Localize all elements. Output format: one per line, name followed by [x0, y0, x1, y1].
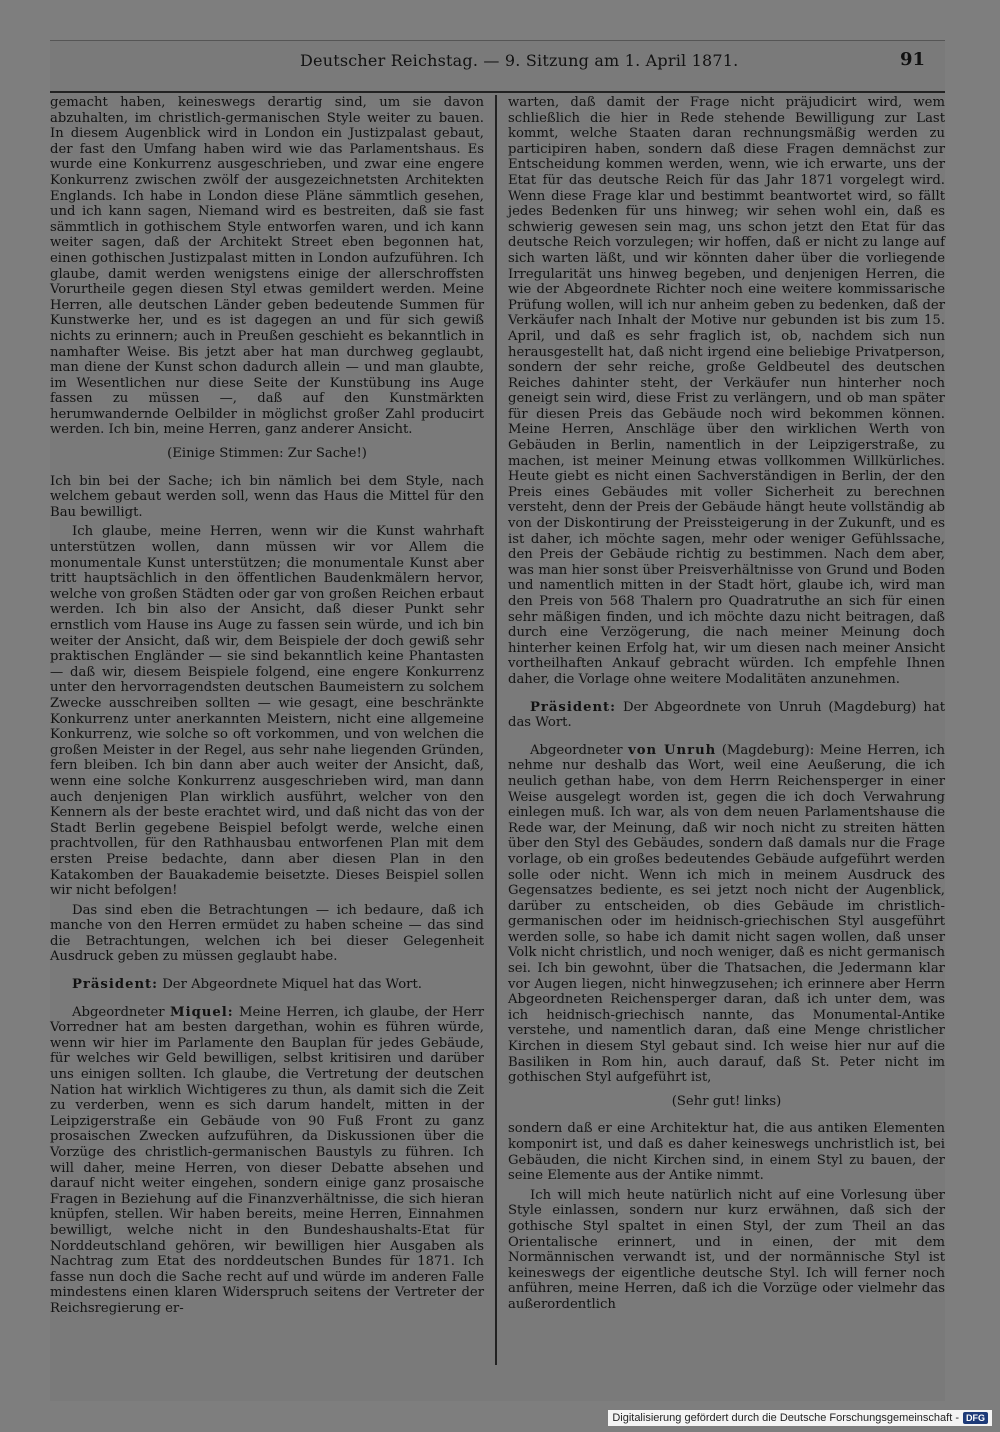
stage-direction: (Einige Stimmen: Zur Sache!): [167, 446, 367, 462]
president-paragraph: [508, 700, 945, 731]
page-number: 91: [899, 49, 925, 70]
speaker-name: Präsident:: [530, 699, 617, 715]
speaker-prefix: Abgeordneter: [72, 1004, 170, 1020]
speech-text: Meine Herren, ich glaube, der Herr Vorredner hat am besten dargethan, wohin es führen würde, wenn wir hier im Parlamente den Bauplan für jedes Gebäude, für welches wir Geld bewilligen, selbst kritisiren und darüber uns einigen sollten. Ich glaube, die Vertretung der deutschen Nation hat wirklich Wichtigeres zu thun, als damit sich die Zeit zu verderben, wenn es sich darum handelt, mitten in der Leipzigerstraße ein Gebäude von 90 Fuß Front zu ganz prosaischen Zwecken aufzuführen, da Diskussionen über die Vorzüge des christlich-germanischen Baustyls zu führen. Ich will daher, meine Herren, von dieser Debatte absehen und darauf nicht weiter eingehen, sondern einige ganz prosaische Fragen in Beziehung auf die Finanzverhältnisse, die sich hieran knüpfen, stellen. Wir haben bereits, meine Herren, Einnahmen bewilligt, welche nicht in den Bundeshaushalts-Etat für Norddeutschland gehören, wir bewilligen hier Ausgaben als Nachtrag zum Etat des norddeutschen Bundes für 1871. Ich fasse nun doch die Sache recht auf und würde im anderen Falle mindestens einen klaren Widerspruch seitens der Vertreter der Reichsregierung er-: [50, 1004, 485, 1316]
president-paragraph: [50, 977, 484, 993]
paragraph: Ich glaube, meine Herren, wenn wir die Kunst wahrhaft unterstützen wollen, dann müssen wir vor Allem die monumentale Kunst unterstützen; die monumentale Kunst aber tritt hauptsächlich in den öffentlichen Baudenkmälern hervor, welche von großen Städten oder gar von großen Reichen erbaut werden. Ich bin also der Ansicht, daß dieser Punkt sehr ernstlich vom Hause ins Auge zu fassen sein würde, und ich bin weiter der Ansicht, daß wir, dem Beispiele der doch gewiß sehr praktischen Engländer — sie sind bekanntlich keine Phantasten — daß wir, diesem Beispiele folgend, eine engere Konkurrenz unter den hervorragendsten deutschen Baumeistern zu solchem Zwecke ausschreiben sollten — wie gesagt, eine beschränkte Konkurrenz unter anerkannten Meistern, nicht eine allgemeine Konkurrenz, wie solche so oft vorkommen, und von welchen die großen Meister in der Regel, aus sehr nahe liegenden Gründen, fern bleiben. Ich bin dann aber auch weiter der Ansicht, daß, wenn eine solche Konkurrenz ausgeschrieben wird, man dann auch denjenigen Plan wirklich ausführt, welcher von den Kennern als der beste erachtet wird, und daß nicht das von der Stadt Berlin gegebene Beispiel befolgt werde, welche einen prachtvollen, für den Rathhausbau entworfenen Plan mit dem ersten Preise bedachte, dann aber diesen Plan in den Katakomben der Bauakademie beisetzte. Dieses Beispiel sollen wir nicht befolgen!: [50, 524, 484, 899]
page-header: [50, 41, 945, 93]
digitization-credit: [608, 1410, 992, 1426]
speech-text: Der Abgeordnete Miquel hat das Wort.: [158, 977, 422, 993]
left-column: [50, 95, 484, 1321]
dfg-logo-icon: DFG: [963, 1412, 988, 1424]
speech-text: (Magdeburg): Meine Herren, ich nehme nur deshalb das Wort, weil eine Aeußerung, die ich neulich gethan habe, von dem Herrn Reichensperger in einer Weise ausgelegt worden ist, gegen die ich doch Verwahrung einlegen muß. Ich war, als von dem neuen Parlamentshause die Rede war, der Meinung, daß wir noch nicht zu streiten hätten über den Styl des Gebäudes, sondern daß damals nur die Frage vorlage, ob ein großes bedeutendes Gebäude aufgeführt werden solle oder nicht. Wenn ich mich in meinem Ausdruck des Gegensatzes bediente, es sei jetzt noch nicht der Augenblick, darüber zu entscheiden, ob dies Gebäude im christlich-germanischen oder im heidnisch-griechischen Styl ausgeführt werden solle, so habe ich damit nicht sagen wollen, daß unser Volk nicht christlich, und noch weniger, daß es nicht germanisch sei. Ich bin gewohnt, über die Thatsachen, die Jedermann klar vor Augen liegen, nicht hinwegzusehen; ich erinnere aber Herrn Abgeordneten Reichensperger daran, daß ich unter dem, was ich heidnisch-griechisch nannte, das Monumental-Antike verstehe, und namentlich daran, daß eine Menge christlicher Kirchen in diesem Styl gebaut sind. Ich weise hier nur auf die Basiliken in Rom hin, auch darauf, daß St. Peter nicht im gothischen Styl aufgeführt ist,: [508, 742, 945, 1086]
right-column: [508, 95, 945, 1317]
paragraph: gemacht haben, keineswegs derartig sind, um sie davon abzuhalten, im christlich-germanischen Style weiter zu bauen. In diesem Augenblick wird in London ein Justizpalast gebaut, der fast den Umfang haben wird wie das Parlamentshaus. Es wurde eine Konkurrenz ausgeschrieben, und zwar eine engere Konkurrenz zwischen zwölf der ausgezeichnetsten Architekten Englands. Ich habe in London diese Pläne sämmtlich gesehen, und ich kann sagen, Niemand wird es bestreiten, daß sie fast sämmtlich in gothischem Style entworfen waren, und ich kann weiter sagen, daß der Architekt Street eben begonnen hat, einen gothischen Justizpalast mitten in London aufzuführen. Ich glaube, damit werden wenigstens einige der allerschroffsten Vorurtheile gegen diesen Styl etwas gemildert werden. Meine Herren, alle deutschen Länder geben bedeutende Summen für Kunstwerke her, und es ist dagegen an und für sich gewiß nichts zu erinnern; auch in Preußen geschieht es bekanntlich in namhafter Weise. Bis jetzt aber hat man durchweg geglaubt, man diene der Kunst schon dadurch allein — und man glaubte, im Wesentlichen nur diese Seite der Kunstübung ins Auge fassen zu müssen —, daß auf den Kunstmärkten herumwandernde Oelbilder in möglichst großer Zahl producirt werden. Ich bin, meine Herren, ganz anderer Ansicht.: [50, 95, 484, 438]
paragraph: sondern daß er eine Architektur hat, die aus antiken Elementen komponirt ist, und daß es daher keineswegs unchristlich ist, bei Gebäuden, die nicht Kirchen sind, in einem Styl zu bauen, der seine Elemente aus der Antike nimmt.: [508, 1121, 945, 1184]
speech-paragraph: [508, 743, 945, 1086]
paragraph: warten, daß damit der Frage nicht präjudicirt wird, wem schließlich die hier in Rede stehende Bewilligung zur Last kommt, welche Staaten daran rechnungsmäßig werden zu participiren haben, sondern daß diese Fragen demnächst zur Entscheidung kommen werden, wenn, wie ich erwarte, uns der Etat für das deutsche Reich für das Jahr 1871 vorgelegt wird. Wenn diese Frage klar und bestimmt beantwortet wird, so fällt jedes Bedenken für uns hinweg; wir sehen wohl ein, daß es schwierig gewesen sein mag, uns schon jetzt den Etat für das deutsche Reich vorzulegen; wir hoffen, daß er nicht zu lange auf sich warten läßt, und wir könnten daher über die vorliegende Irregularität uns hinweg begeben, und denjenigen Herren, die wie der Abgeordnete Richter noch eine weitere kommissarische Prüfung wollen, will ich nur anheim geben zu bedenken, daß der Verkäufer nach Inhalt der Motive nur gebunden ist bis zum 15. April, und daß es sehr fraglich ist, ob, nachdem sich nun herausgestellt hat, daß nicht irgend eine beliebige Privatperson, sondern der sehr reiche, große Geldbeutel des deutschen Reiches dahinter steht, der Verkäufer nun hinterher noch geneigt sein wird, diese Frist zu verlängern, und ob man später für diesen Preis das Gebäude noch wird bekommen können. Meine Herren, Anschläge über den wirklichen Werth von Gebäuden in Berlin, namentlich in der Leipzigerstraße, zu machen, ist meiner Meinung etwas vollkommen Willkürliches. Heute giebt es nicht einen Sachverständigen in Berlin, der den Preis eines Gebäudes mit voller Sicherheit zu berechnen versteht, denn der Preis der Gebäude hängt heute vollständig ab von der Diskontirung der Preissteigerung in der Zukunft, und es ist daher, ich möchte sagen, mehr oder weniger Gefühlssache, den Preis der Gebäude richtig zu bestimmen. Nach dem aber, was man hier sonst über Preisverhältnisse von Grund und Boden und namentlich mitten in der Stadt hört, glaube ich, wird man den Preis von 568 Thalern pro Quadratruthe an sich für einen sehr mäßigen finden, und ich möchte dazu nicht beitragen, daß durch eine Verzögerung, die nach meiner Meinung doch hinterher keinen Erfolg hat, wir um diesen nach meiner Ansicht vortheilhaften Ankauf gebracht würden. Ich empfehle Ihnen daher, die Vorlage ohne weitere Modalitäten anzunehmen.: [508, 95, 945, 687]
speaker-name: Miquel:: [169, 1004, 234, 1020]
column-divider: [495, 95, 497, 1365]
speaker-prefix: Abgeordneter: [530, 742, 629, 758]
paragraph: Ich will mich heute natürlich nicht auf eine Vorlesung über Style einlassen, sondern nur kurz erwähnen, daß sich der gothische Styl spaltet in einen Styl, der zum Theil an das Orientalische erinnert, und in einen, der mit dem Normännischen verwandt ist, und der normännische Styl ist keineswegs der eigentliche deutsche Styl. Ich will ferner noch anführen, meine Herren, daß ich die Vorzüge oder vielmehr das außerordentlich: [508, 1187, 945, 1312]
paragraph: Ich bin bei der Sache; ich bin nämlich bei dem Style, nach welchem gebaut werden soll, wenn das Haus die Mittel für den Bau bewilligt.: [50, 473, 484, 520]
speech-paragraph: [50, 1005, 484, 1317]
credit-text: Digitalisierung gefördert durch die Deutsche Forschungsgemeinschaft -: [612, 1412, 959, 1424]
running-title: Deutscher Reichstag. — 9. Sitzung am 1. April 1871.: [300, 51, 739, 70]
speech-text: Der Abgeordnete von Unruh (Magdeburg) hat das Wort.: [508, 699, 945, 731]
speaker-name: von Unruh: [628, 742, 717, 758]
stage-direction: (Sehr gut! links): [671, 1093, 782, 1109]
document-page: [50, 40, 945, 1401]
paragraph: Das sind eben die Betrachtungen — ich bedaure, daß ich manche von den Herren ermüdet zu haben scheine — das sind die Betrachtungen, welchen ich bei dieser Gelegenheit Ausdruck geben zu müssen geglaubt habe.: [50, 902, 484, 965]
speaker-name: Präsident:: [72, 977, 159, 993]
